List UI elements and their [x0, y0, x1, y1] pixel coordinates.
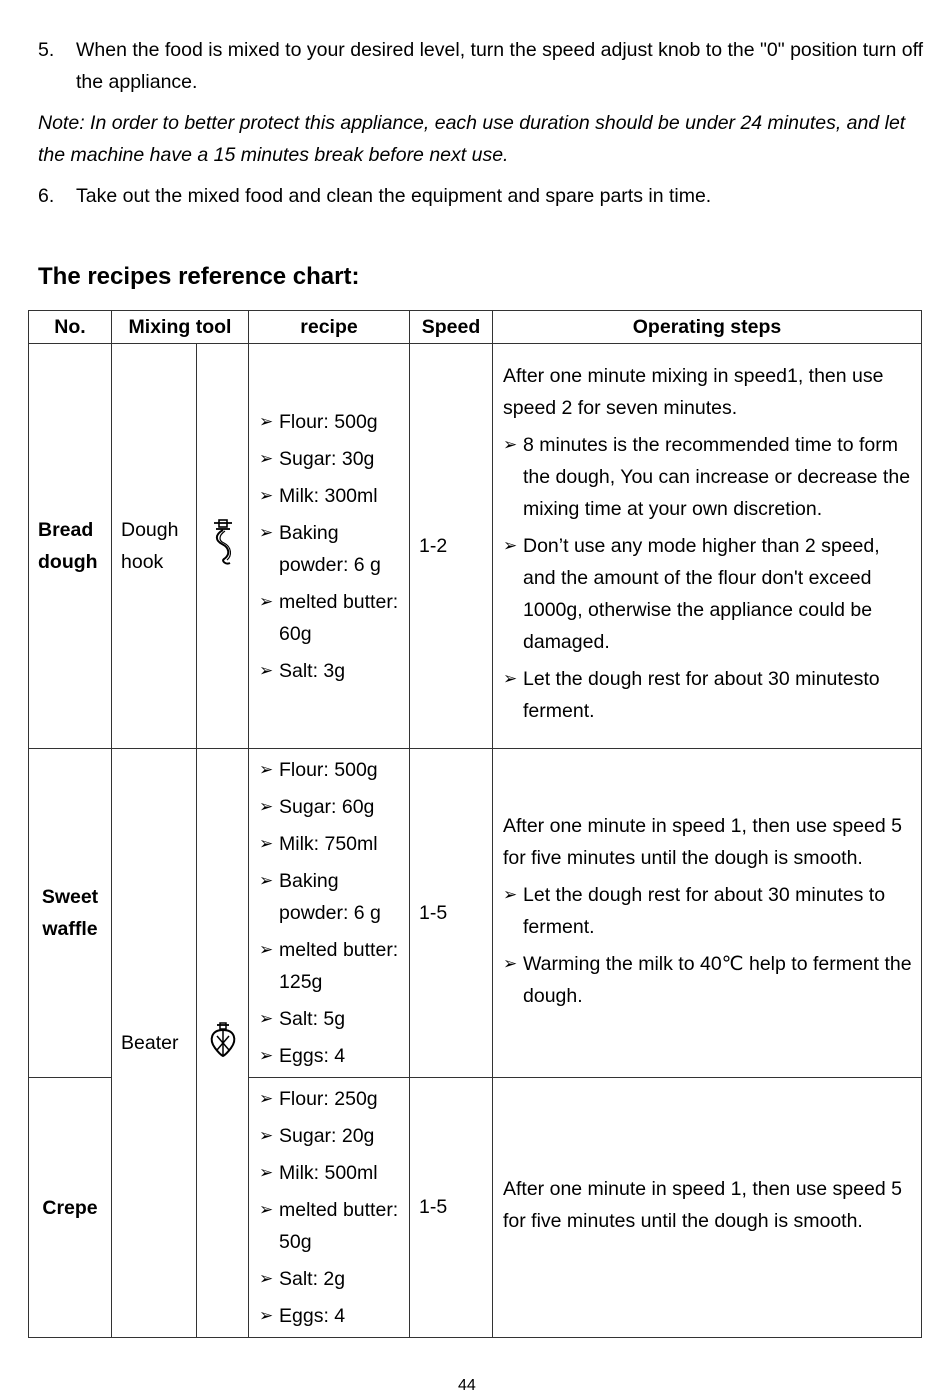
beater-icon	[207, 1022, 239, 1058]
list-item: ➢ 8 minutes is the recommended time to form the dough, You can increase or decrease the mixing time at your own discretion.	[503, 429, 913, 525]
page-number: 44	[458, 1377, 476, 1394]
list-item: ➢ Let the dough rest for about 30 minutes to ferment.	[503, 879, 913, 943]
tool-icon-cell	[197, 344, 249, 749]
dough-hook-icon	[208, 519, 238, 567]
recipe-name: Sweet waffle	[29, 749, 112, 1078]
ingredient-list	[249, 406, 409, 687]
step-number: 6.	[38, 185, 55, 207]
step-number: 5.	[38, 39, 55, 61]
table-row	[29, 749, 922, 1078]
tool-name: Beater	[112, 749, 197, 1338]
list-item: ➢ melted butter: 60g	[259, 586, 409, 650]
list-item: ➢ Salt: 5g	[259, 1003, 409, 1035]
table-row	[29, 344, 922, 749]
list-item: ➢ Let the dough rest for about 30 minutesto ferment.	[503, 663, 913, 727]
steps-intro: After one minute mixing in speed1, then use speed 2 for seven minutes.	[503, 365, 884, 419]
list-item: ➢ Sugar: 30g	[259, 443, 409, 475]
list-item: ➢ Flour: 500g	[259, 406, 409, 438]
operating-steps-cell	[493, 344, 922, 749]
header-speed: Speed	[410, 311, 493, 344]
recipe-name: Bread dough	[29, 344, 112, 749]
list-item: ➢ Warming the milk to 40℃ help to ferment the dough.	[503, 948, 913, 1012]
ingredient-list	[249, 754, 409, 1072]
speed-value: 1-2	[410, 344, 493, 749]
recipe-name: Crepe	[29, 1078, 112, 1338]
ingredients-cell	[249, 344, 410, 749]
operating-steps-cell	[493, 749, 922, 1078]
ingredient-list	[249, 1083, 409, 1332]
list-item: ➢ Sugar: 60g	[259, 791, 409, 823]
list-item: ➢ Salt: 3g	[259, 655, 409, 687]
ingredients-cell	[249, 1078, 410, 1338]
step-text: When the food is mixed to your desired level, turn the speed adjust knob to the "0" position turn off the appliance.	[76, 39, 924, 93]
list-item: ➢ Eggs: 4	[259, 1300, 409, 1332]
list-item: ➢ melted butter: 125g	[259, 934, 409, 998]
usage-note: Note: In order to better protect this appliance, each use duration should be under 24 minutes, and let the machine have a 15 minutes break before next use.	[38, 112, 906, 166]
list-item: ➢ Milk: 300ml	[259, 480, 409, 512]
list-item: ➢ melted butter: 50g	[259, 1194, 409, 1258]
speed-value: 1-5	[410, 749, 493, 1078]
steps-intro: After one minute in speed 1, then use speed 5 for five minutes until the dough is smooth.	[503, 814, 902, 869]
recipes-table	[28, 310, 922, 1338]
header-mixing-tool: Mixing tool	[112, 311, 249, 344]
steps-list	[503, 879, 913, 1012]
list-item: ➢ Eggs: 4	[259, 1040, 409, 1072]
header-operating-steps: Operating steps	[493, 311, 922, 344]
tool-icon-cell	[197, 749, 249, 1338]
list-item: ➢ Baking powder: 6 g	[259, 517, 409, 581]
header-no: No.	[29, 311, 112, 344]
list-item: ➢ Baking powder: 6 g	[259, 865, 409, 929]
operating-steps-cell	[493, 1078, 922, 1338]
list-item: ➢ Flour: 500g	[259, 754, 409, 786]
step-5	[38, 34, 924, 98]
list-item: ➢ Milk: 750ml	[259, 828, 409, 860]
list-item: ➢ Sugar: 20g	[259, 1120, 409, 1152]
section-heading: The recipes reference chart:	[38, 263, 360, 290]
table-header-row	[29, 311, 922, 344]
steps-intro: After one minute in speed 1, then use speed 5 for five minutes until the dough is smooth.	[503, 1178, 902, 1232]
tool-name: Dough hook	[112, 344, 197, 749]
header-recipe: recipe	[249, 311, 410, 344]
list-item: ➢ Salt: 2g	[259, 1263, 409, 1295]
list-item: ➢ Flour: 250g	[259, 1083, 409, 1115]
speed-value: 1-5	[410, 1078, 493, 1338]
ingredients-cell	[249, 749, 410, 1078]
step-6	[38, 180, 918, 212]
steps-list	[503, 429, 913, 727]
list-item: ➢ Milk: 500ml	[259, 1157, 409, 1189]
list-item: ➢ Don’t use any mode higher than 2 speed, and the amount of the flour don't exceed 1000g, otherwise the appliance could be damaged.	[503, 530, 913, 658]
step-text: Take out the mixed food and clean the equipment and spare parts in time.	[76, 185, 712, 207]
